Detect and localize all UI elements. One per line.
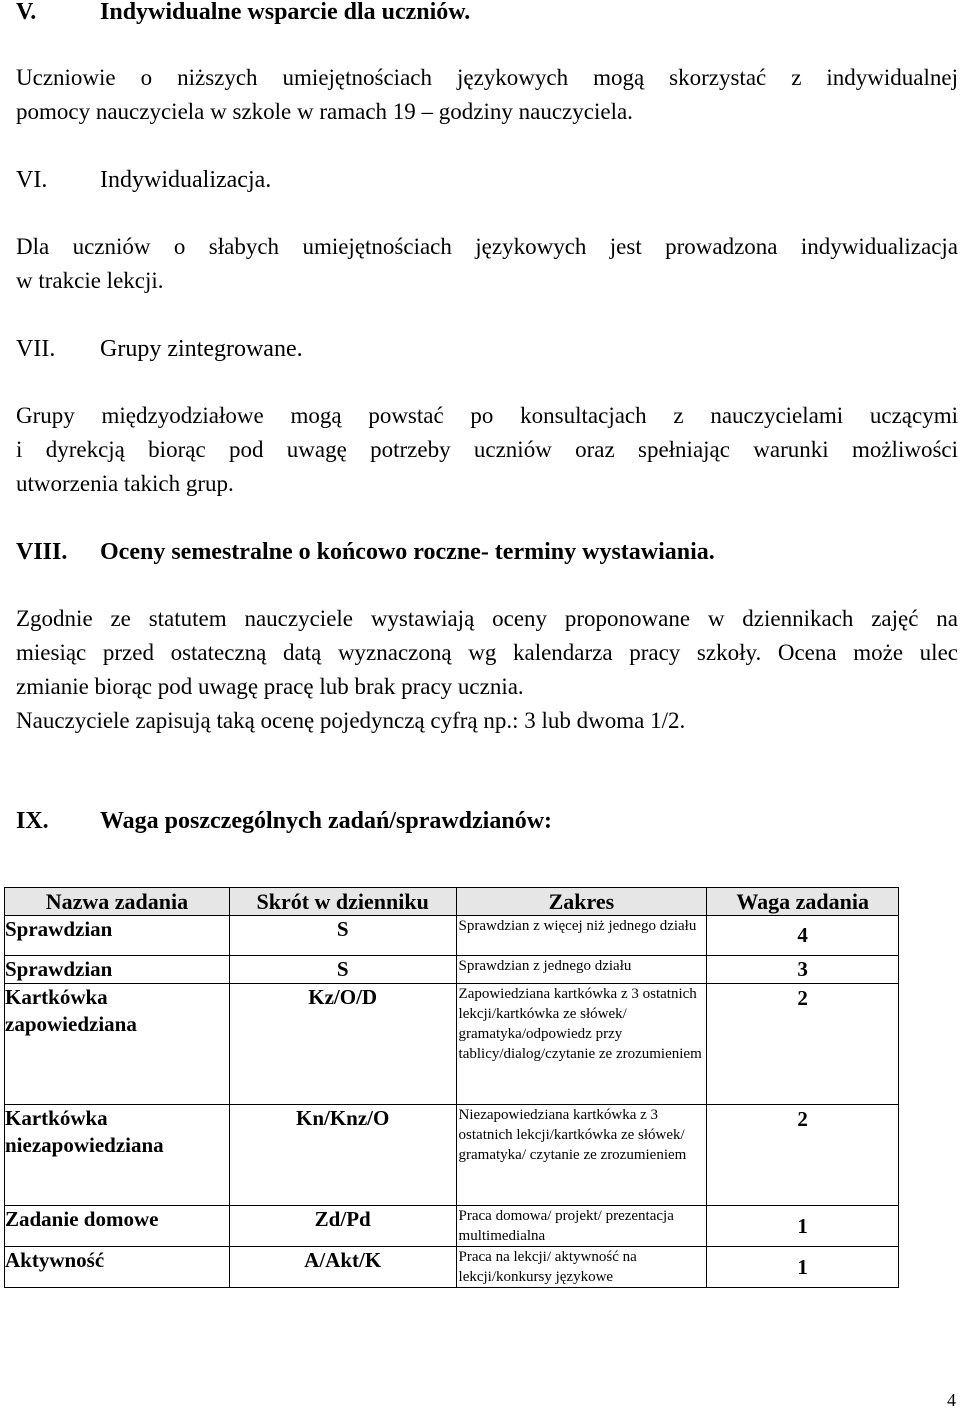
scope-cell: Praca na lekcji/ aktywność na lekcji/konkursy językowe bbox=[456, 1247, 707, 1288]
abbreviation-cell: Zd/Pd bbox=[229, 1206, 456, 1247]
table-row bbox=[5, 1247, 899, 1288]
weight-cell: 2 bbox=[707, 984, 899, 1105]
section-number: VII. bbox=[16, 336, 56, 362]
paragraph-line: zmianie biorąc pod uwagę pracę lub brak pracy ucznia. bbox=[16, 674, 524, 699]
task-name-cell: Sprawdzian bbox=[5, 956, 230, 984]
section-title: Indywidualizacja. bbox=[100, 167, 272, 193]
section-heading-ix bbox=[16, 807, 552, 835]
abbreviation-cell: A/Akt/K bbox=[229, 1247, 456, 1288]
column-header: Nazwa zadania bbox=[5, 888, 230, 916]
weight-cell: 4 bbox=[707, 916, 899, 956]
paragraph-line: w trakcie lekcji. bbox=[16, 268, 164, 293]
scope-cell: Sprawdzian z więcej niż jednego działu bbox=[456, 916, 707, 956]
paragraph-semester-grades bbox=[16, 602, 958, 738]
section-heading-vi bbox=[16, 166, 271, 194]
scope-cell: Praca domowa/ projekt/ prezentacja multimedialna bbox=[456, 1206, 707, 1247]
section-heading-vii bbox=[16, 335, 303, 363]
paragraph-integrated-groups bbox=[16, 399, 958, 501]
weight-cell: 1 bbox=[707, 1206, 899, 1247]
scope-cell: Zapowiedziana kartkówka z 3 ostatnich lekcji/kartkówka ze słówek/ gramatyka/odpowiedz przy tablicy/dialog/czytanie ze zrozumieniem bbox=[456, 984, 707, 1105]
paragraph-individual-support bbox=[16, 61, 958, 129]
table-row bbox=[5, 1206, 899, 1247]
paragraph-individualization bbox=[16, 230, 958, 298]
task-name-cell: Aktywność bbox=[5, 1247, 230, 1288]
scope-cell: Niezapowiedziana kartkówka z 3 ostatnich lekcji/kartkówka ze słówek/ gramatyka/ czytanie ze zrozumieniem bbox=[456, 1105, 707, 1206]
section-title: Indywidualne wsparcie dla uczniów. bbox=[100, 0, 471, 25]
section-title: Waga poszczególnych zadań/sprawdzianów: bbox=[100, 808, 553, 834]
paragraph-line: i dyrekcją biorąc pod uwagę potrzeby uczniów oraz spełniając warunki możliwości bbox=[16, 437, 958, 462]
paragraph-line: Uczniowie o niższych umiejętnościach językowych mogą skorzystać z indywidualnej bbox=[16, 65, 958, 90]
table-row bbox=[5, 984, 899, 1105]
section-number: IX. bbox=[16, 808, 49, 834]
task-name-cell: Kartkówka zapowiedziana bbox=[5, 984, 230, 1105]
table-header-row bbox=[5, 888, 899, 916]
paragraph-line: Zgodnie ze statutem nauczyciele wystawiają oceny proponowane w dziennikach zajęć na bbox=[16, 606, 958, 631]
weight-cell: 1 bbox=[707, 1247, 899, 1288]
task-name-cell: Kartkówka niezapowiedziana bbox=[5, 1105, 230, 1206]
abbreviation-cell: S bbox=[229, 956, 456, 984]
task-name-cell: Zadanie domowe bbox=[5, 1206, 230, 1247]
paragraph-line: pomocy nauczyciela w szkole w ramach 19 – godziny nauczyciela. bbox=[16, 99, 633, 124]
table-row bbox=[5, 916, 899, 956]
column-header: Waga zadania bbox=[707, 888, 899, 916]
table-row bbox=[5, 1105, 899, 1206]
task-name-cell: Sprawdzian bbox=[5, 916, 230, 956]
section-title: Grupy zintegrowane. bbox=[100, 336, 303, 362]
weight-cell: 2 bbox=[707, 1105, 899, 1206]
paragraph-line: miesiąc przed ostateczną datą wyznaczoną wg kalendarza pracy szkoły. Ocena może ulec bbox=[16, 640, 958, 665]
section-heading-viii bbox=[16, 538, 715, 566]
abbreviation-cell: Kz/O/D bbox=[229, 984, 456, 1105]
abbreviation-cell: S bbox=[229, 916, 456, 956]
paragraph-line: Grupy międzyodziałowe mogą powstać po konsultacjach z nauczycielami uczącymi bbox=[16, 403, 958, 428]
column-header: Skrót w dzienniku bbox=[229, 888, 456, 916]
table-row bbox=[5, 956, 899, 984]
scope-cell: Sprawdzian z jednego działu bbox=[456, 956, 707, 984]
page-number: 4 bbox=[947, 1390, 956, 1410]
paragraph-line: Dla uczniów o słabych umiejętnościach językowych jest prowadzona indywidualizacja bbox=[16, 234, 958, 259]
section-heading-v bbox=[16, 0, 470, 26]
section-number: V. bbox=[16, 0, 37, 25]
section-number: VIII. bbox=[16, 539, 68, 565]
paragraph-line: Nauczyciele zapisują taką ocenę pojedynczą cyfrą np.: 3 lub dwoma 1/2. bbox=[16, 708, 686, 733]
paragraph-line: utworzenia takich grup. bbox=[16, 471, 234, 496]
section-title: Oceny semestralne o końcowo roczne- terminy wystawiania. bbox=[100, 539, 715, 565]
task-weights-table bbox=[4, 887, 899, 1288]
column-header: Zakres bbox=[456, 888, 707, 916]
section-number: VI. bbox=[16, 167, 48, 193]
abbreviation-cell: Kn/Knz/O bbox=[229, 1105, 456, 1206]
weight-cell: 3 bbox=[707, 956, 899, 984]
